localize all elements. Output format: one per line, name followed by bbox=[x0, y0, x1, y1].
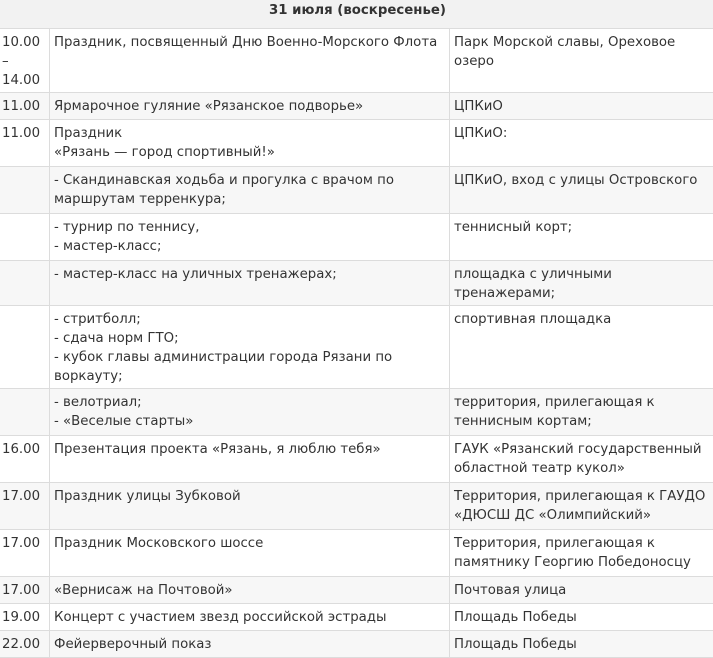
event-cell-line: - мастер-класс; bbox=[54, 237, 446, 256]
table-row bbox=[0, 604, 713, 631]
table-row bbox=[0, 167, 713, 214]
time-cell bbox=[0, 483, 50, 530]
place-cell-line: «ДЮСШ ДС «Олимпийский» bbox=[454, 506, 712, 525]
place-cell-line: площадка с уличными тренажерами; bbox=[454, 265, 712, 303]
place-cell-line: озеро bbox=[454, 52, 712, 71]
time-cell bbox=[0, 604, 50, 631]
event-cell bbox=[50, 93, 450, 120]
place-cell bbox=[450, 214, 713, 261]
time-cell-line: 17.00 bbox=[2, 534, 49, 553]
event-cell bbox=[50, 530, 450, 577]
place-cell bbox=[450, 93, 713, 120]
time-cell-line: 17.00 bbox=[2, 487, 49, 506]
event-cell bbox=[50, 631, 450, 658]
event-cell bbox=[50, 214, 450, 261]
event-cell bbox=[50, 261, 450, 306]
event-cell-line: - стритболл; bbox=[54, 310, 446, 329]
place-cell-line: ЦПКиО bbox=[454, 97, 712, 116]
event-cell-line: Праздник улицы Зубковой bbox=[54, 487, 446, 506]
event-cell bbox=[50, 389, 450, 436]
time-cell-line: 11.00 bbox=[2, 97, 49, 116]
place-cell-line: территория, прилегающая к bbox=[454, 393, 712, 412]
time-cell-line: 11.00 bbox=[2, 124, 49, 143]
place-cell-line: Площадь Победы bbox=[454, 608, 712, 627]
place-cell-line: Территория, прилегающая к bbox=[454, 534, 712, 553]
event-cell bbox=[50, 29, 450, 93]
place-cell bbox=[450, 436, 713, 483]
event-cell-line: Ярмарочное гуляние «Рязанское подворье» bbox=[54, 97, 446, 116]
place-cell bbox=[450, 261, 713, 306]
table-row bbox=[0, 29, 713, 93]
time-cell bbox=[0, 167, 50, 214]
place-cell-line: Парк Морской славы, Ореховое bbox=[454, 33, 712, 52]
event-cell bbox=[50, 577, 450, 604]
time-cell-line: 22.00 bbox=[2, 635, 49, 654]
event-cell bbox=[50, 120, 450, 167]
time-cell-line: 14.00 bbox=[2, 71, 49, 90]
place-cell-line: Почтовая улица bbox=[454, 581, 712, 600]
place-cell-line: ГАУК «Рязанский государственный bbox=[454, 440, 712, 459]
time-cell bbox=[0, 631, 50, 658]
place-cell bbox=[450, 120, 713, 167]
time-cell bbox=[0, 436, 50, 483]
place-cell-line: ЦПКиО: bbox=[454, 124, 712, 143]
time-cell-line: 17.00 bbox=[2, 581, 49, 600]
time-cell-line: 16.00 bbox=[2, 440, 49, 459]
place-cell-line: памятнику Георгию Победоносцу bbox=[454, 553, 712, 572]
place-cell-line: областной театр кукол» bbox=[454, 459, 712, 478]
table-row bbox=[0, 483, 713, 530]
event-cell-line: - сдача норм ГТО; bbox=[54, 329, 446, 348]
time-cell bbox=[0, 93, 50, 120]
place-cell-line: теннисный корт; bbox=[454, 218, 712, 237]
time-cell bbox=[0, 214, 50, 261]
place-cell bbox=[450, 631, 713, 658]
table-row bbox=[0, 93, 713, 120]
time-cell bbox=[0, 530, 50, 577]
place-cell-line: спортивная площадка bbox=[454, 310, 712, 329]
event-cell bbox=[50, 306, 450, 389]
event-cell-line: Праздник, посвященный Дню Военно-Морского Флота bbox=[54, 33, 446, 52]
time-cell-line: – bbox=[2, 52, 49, 71]
event-cell-line: Фейерверочный показ bbox=[54, 635, 446, 654]
table-row bbox=[0, 436, 713, 483]
event-cell-line: - «Веселые старты» bbox=[54, 412, 446, 431]
place-cell-line: Территория, прилегающая к ГАУДО bbox=[454, 487, 712, 506]
table-row bbox=[0, 261, 713, 306]
place-cell bbox=[450, 167, 713, 214]
date-header: 31 июля (воскресенье) bbox=[0, 0, 713, 29]
time-cell-line: 10.00 bbox=[2, 33, 49, 52]
place-cell-line: теннисным кортам; bbox=[454, 412, 712, 431]
event-cell-line: Праздник bbox=[54, 124, 446, 143]
place-cell bbox=[450, 604, 713, 631]
event-cell-line: Концерт с участием звезд российской эстрады bbox=[54, 608, 446, 627]
event-cell bbox=[50, 483, 450, 530]
event-cell bbox=[50, 436, 450, 483]
table-row bbox=[0, 120, 713, 167]
time-cell bbox=[0, 120, 50, 167]
table-row bbox=[0, 631, 713, 658]
time-cell bbox=[0, 29, 50, 93]
time-cell bbox=[0, 261, 50, 306]
date-header-row bbox=[0, 0, 713, 29]
event-cell-line: «Вернисаж на Почтовой» bbox=[54, 581, 446, 600]
event-cell-line: воркауту; bbox=[54, 367, 446, 386]
place-cell bbox=[450, 577, 713, 604]
event-cell-line: - велотриал; bbox=[54, 393, 446, 412]
time-cell-line: 19.00 bbox=[2, 608, 49, 627]
event-cell-line: - мастер-класс на уличных тренажерах; bbox=[54, 265, 446, 284]
event-cell bbox=[50, 604, 450, 631]
place-cell bbox=[450, 29, 713, 93]
event-cell-line: - кубок главы администрации города Рязани по bbox=[54, 348, 446, 367]
place-cell bbox=[450, 530, 713, 577]
event-cell-line: - Скандинавская ходьба и прогулка с врачом по bbox=[54, 171, 446, 190]
time-cell bbox=[0, 306, 50, 389]
event-cell-line: Презентация проекта «Рязань, я люблю тебя» bbox=[54, 440, 446, 459]
place-cell-line: Площадь Победы bbox=[454, 635, 712, 654]
place-cell bbox=[450, 306, 713, 389]
table-row bbox=[0, 530, 713, 577]
event-cell-line: - турнир по теннису, bbox=[54, 218, 446, 237]
event-cell-line: Праздник Московского шоссе bbox=[54, 534, 446, 553]
place-cell bbox=[450, 389, 713, 436]
time-cell bbox=[0, 577, 50, 604]
event-cell-line: «Рязань — город спортивный!» bbox=[54, 143, 446, 162]
event-cell bbox=[50, 167, 450, 214]
table-row bbox=[0, 214, 713, 261]
time-cell bbox=[0, 389, 50, 436]
table-row bbox=[0, 306, 713, 389]
table-row bbox=[0, 389, 713, 436]
place-cell bbox=[450, 483, 713, 530]
event-cell-line: маршрутам терренкура; bbox=[54, 190, 446, 209]
place-cell-line: ЦПКиО, вход с улицы Островского bbox=[454, 171, 712, 190]
table-row bbox=[0, 577, 713, 604]
